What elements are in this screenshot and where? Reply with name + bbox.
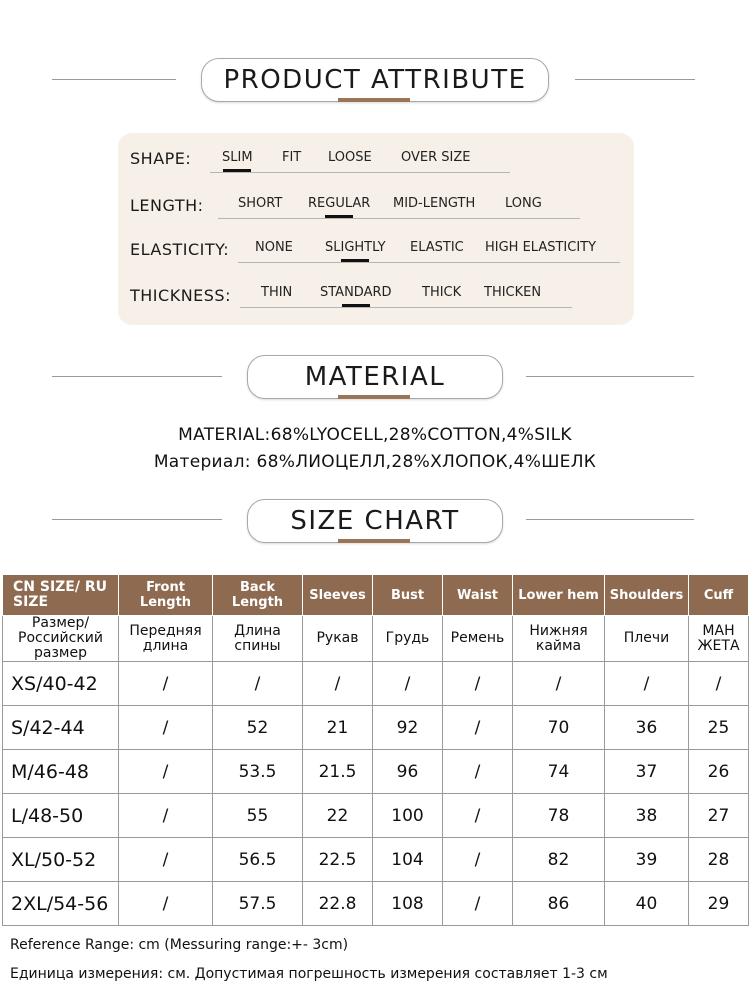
table-cell: 40 xyxy=(605,882,689,926)
column-header-ru: Передняя длина xyxy=(119,616,213,662)
table-cell: / xyxy=(513,662,605,706)
table-cell: / xyxy=(443,794,513,838)
column-header: Lower hem xyxy=(513,575,605,616)
size-cell: XL/50-52 xyxy=(3,838,119,882)
table-cell: 22.5 xyxy=(303,838,373,882)
divider-right xyxy=(575,79,695,80)
table-row xyxy=(3,838,749,882)
size-cell: M/46-48 xyxy=(3,750,119,794)
option-long: LONG xyxy=(505,196,542,211)
table-cell: 100 xyxy=(373,794,443,838)
table-cell: 104 xyxy=(373,838,443,882)
table-cell: 26 xyxy=(689,750,749,794)
product-attribute-title: PRODUCT ATTRIBUTE xyxy=(223,65,527,95)
table-row xyxy=(3,662,749,706)
option-elastic: ELASTIC xyxy=(410,240,464,255)
table-cell: / xyxy=(119,662,213,706)
option-thicken: THICKEN xyxy=(484,285,542,300)
divider-right xyxy=(526,376,694,377)
divider-left xyxy=(52,376,222,377)
column-header-ru: Размер/ Российский размер xyxy=(3,616,119,662)
option-slightly: SLIGHTLY xyxy=(325,240,386,255)
table-cell: 38 xyxy=(605,794,689,838)
material-composition-en: MATERIAL:68%LYOCELL,28%COTTON,4%SILK xyxy=(178,425,572,445)
measurement-note-en: Reference Range: cm (Messuring range:+- 3cm) xyxy=(10,937,349,953)
table-cell: 96 xyxy=(373,750,443,794)
option-thin: THIN xyxy=(261,285,293,300)
measurement-note-ru: Единица измерения: см. Допустимая погрешность измерения составляет 1-3 см xyxy=(10,966,608,982)
table-row xyxy=(3,794,749,838)
table-cell: 86 xyxy=(513,882,605,926)
table-cell: / xyxy=(443,662,513,706)
divider-right xyxy=(526,519,694,520)
divider-left xyxy=(52,79,176,80)
attribute-panel xyxy=(118,133,634,325)
attribute-label: LENGTH: xyxy=(130,196,204,215)
table-cell: / xyxy=(443,838,513,882)
table-cell: / xyxy=(119,882,213,926)
column-header: Bust xyxy=(373,575,443,616)
table-cell: 56.5 xyxy=(213,838,303,882)
column-header-ru: МАН ЖЕТА xyxy=(689,616,749,662)
table-cell: 25 xyxy=(689,706,749,750)
attribute-label: SHAPE: xyxy=(130,149,192,168)
table-cell: / xyxy=(443,750,513,794)
column-header: Cuff xyxy=(689,575,749,616)
option-high-elasticity: HIGH ELASTICITY xyxy=(485,240,597,255)
section-title-size-chart xyxy=(247,499,503,543)
table-row xyxy=(3,750,749,794)
column-header-ru: Нижняя кайма xyxy=(513,616,605,662)
column-header-ru: Длина спины xyxy=(213,616,303,662)
table-cell: 53.5 xyxy=(213,750,303,794)
option-thick: THICK xyxy=(422,285,462,300)
table-cell: / xyxy=(443,882,513,926)
table-row xyxy=(3,706,749,750)
material-composition-ru: Материал: 68%ЛИОЦЕЛЛ,28%ХЛОПОК,4%ШЕЛК xyxy=(153,452,597,472)
table-cell: 21 xyxy=(303,706,373,750)
table-cell: / xyxy=(373,662,443,706)
table-cell: / xyxy=(605,662,689,706)
table-cell: 21.5 xyxy=(303,750,373,794)
option-fit: FIT xyxy=(282,150,302,165)
option-regular: REGULAR xyxy=(308,196,371,211)
column-header: Back Length xyxy=(213,575,303,616)
size-cell: 2XL/54-56 xyxy=(3,882,119,926)
table-cell: 22 xyxy=(303,794,373,838)
column-header: Shoulders xyxy=(605,575,689,616)
attribute-label: THICKNESS: xyxy=(130,286,231,305)
title-accent-bar xyxy=(338,98,410,102)
table-cell: 70 xyxy=(513,706,605,750)
column-header: Waist xyxy=(443,575,513,616)
table-cell: 82 xyxy=(513,838,605,882)
table-cell: / xyxy=(119,750,213,794)
table-cell: 57.5 xyxy=(213,882,303,926)
column-header: Front Length xyxy=(119,575,213,616)
column-header: Sleeves xyxy=(303,575,373,616)
size-cell: S/42-44 xyxy=(3,706,119,750)
table-cell: 78 xyxy=(513,794,605,838)
table-cell: / xyxy=(443,706,513,750)
option-over-size: OVER SIZE xyxy=(401,150,471,165)
column-header-ru: Ремень xyxy=(443,616,513,662)
table-cell: / xyxy=(213,662,303,706)
table-cell: 39 xyxy=(605,838,689,882)
size-cell: L/48-50 xyxy=(3,794,119,838)
option-slim: SLIM xyxy=(222,150,253,165)
table-cell: 92 xyxy=(373,706,443,750)
column-header-ru: Плечи xyxy=(605,616,689,662)
section-title-material xyxy=(247,355,503,399)
table-cell: 52 xyxy=(213,706,303,750)
divider-left xyxy=(52,519,222,520)
column-header-ru: Грудь xyxy=(373,616,443,662)
size-chart-table xyxy=(2,574,749,926)
title-accent-bar xyxy=(338,395,410,399)
table-cell: 36 xyxy=(605,706,689,750)
option-none: NONE xyxy=(255,240,293,255)
table-cell: 37 xyxy=(605,750,689,794)
table-row xyxy=(3,882,749,926)
title-accent-bar xyxy=(338,539,410,543)
table-cell: 55 xyxy=(213,794,303,838)
option-mid-length: MID-LENGTH xyxy=(393,196,476,211)
option-standard: STANDARD xyxy=(320,285,392,300)
table-cell: 108 xyxy=(373,882,443,926)
table-cell: / xyxy=(689,662,749,706)
table-cell: 22.8 xyxy=(303,882,373,926)
size-cell: XS/40-42 xyxy=(3,662,119,706)
attribute-label: ELASTICITY: xyxy=(130,240,230,259)
table-cell: / xyxy=(119,838,213,882)
column-header-ru: Рукав xyxy=(303,616,373,662)
size-chart-title: SIZE CHART xyxy=(290,506,460,536)
table-cell: 29 xyxy=(689,882,749,926)
table-cell: / xyxy=(119,706,213,750)
table-header-row xyxy=(3,575,749,616)
option-short: SHORT xyxy=(238,196,283,211)
table-cell: 28 xyxy=(689,838,749,882)
column-header: CN SIZE/ RU SIZE xyxy=(3,575,119,616)
option-loose: LOOSE xyxy=(328,150,372,165)
table-cell: 74 xyxy=(513,750,605,794)
section-title-product-attribute xyxy=(201,58,549,102)
table-header-ru-row xyxy=(3,616,749,662)
material-title: MATERIAL xyxy=(304,362,446,392)
table-cell: / xyxy=(303,662,373,706)
table-cell: / xyxy=(119,794,213,838)
table-cell: 27 xyxy=(689,794,749,838)
